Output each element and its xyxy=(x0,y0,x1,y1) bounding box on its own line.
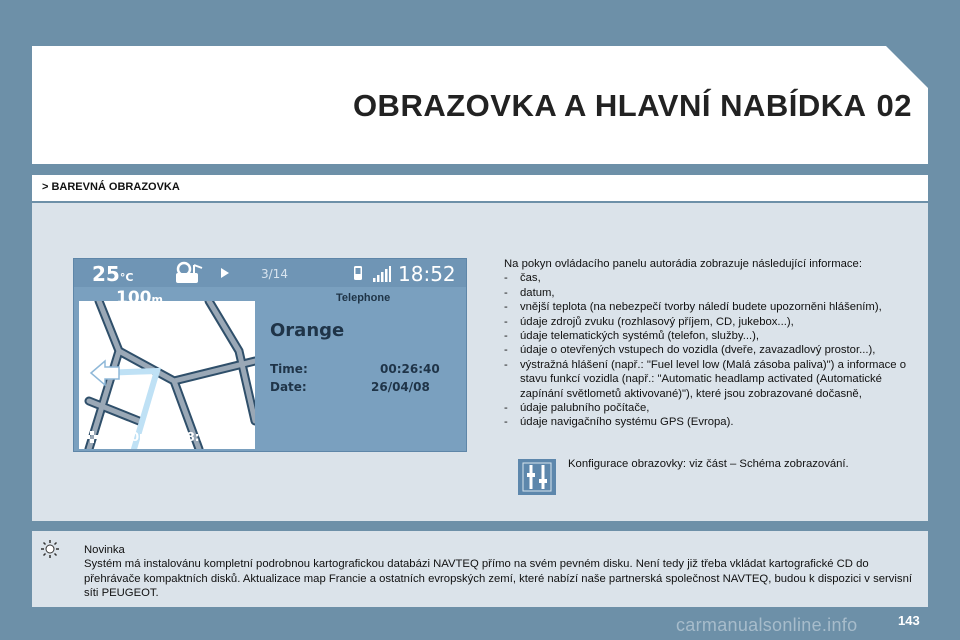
settings-sliders-icon xyxy=(518,459,556,495)
date-label: Date: xyxy=(270,380,307,394)
page-title-text: OBRAZOVKA A HLAVNÍ NABÍDKA xyxy=(352,88,867,123)
novinka-body: Systém má instalovánu kompletní podrobnou kartografickou databázi NAVTEQ přímo na svém pevném disku. Není tedy již třeba vkládat kartografické CD do přehrávače kompaktních disků. Aktualizace map Francie a ostatních evropských zemí, které nabízí naše partnerská společnost NAVTEQ, budou k dispozici v servisní síti PEUGEOT. xyxy=(84,558,912,600)
list-item: - vnější teplota (na nebezpečí tvorby náledí budete upozorněni hlášením), xyxy=(504,300,924,314)
page-title xyxy=(353,88,912,124)
watermark: carmanualsonline.info xyxy=(676,615,858,635)
sun-icon xyxy=(40,539,60,559)
info-list xyxy=(504,257,924,430)
folded-corner xyxy=(886,46,928,88)
play-icon xyxy=(220,268,230,278)
source-label: Telephone xyxy=(336,292,391,304)
section-heading: > BAREVNÁ OBRAZOVKA xyxy=(42,181,180,193)
distance-to-destination: 300m xyxy=(114,430,152,444)
config-note: Konfigurace obrazovky: viz část – Schéma zobrazování. xyxy=(568,458,849,470)
screen-clock: 18:52 xyxy=(398,262,456,286)
music-note-icon xyxy=(174,261,206,285)
info-items xyxy=(504,271,924,429)
info-intro: Na pokyn ovládacího panelu autorádia zobrazuje následující informace: xyxy=(504,258,862,270)
list-item: - údaje zdrojů zvuku (rozhlasový příjem, CD, jukebox...), xyxy=(504,315,924,329)
list-item: - datum, xyxy=(504,286,924,300)
list-item: - údaje palubního počítače, xyxy=(504,401,924,415)
chapter-number: 02 xyxy=(876,88,912,123)
color-display xyxy=(73,258,467,452)
track-number: 3/14 xyxy=(261,267,288,281)
list-item: - údaje navigačního systému GPS (Evropa). xyxy=(504,415,924,429)
distance-to-turn-unit: m xyxy=(151,293,163,306)
list-item: - údaje telematických systémů (telefon, služby...), xyxy=(504,329,924,343)
temperature-unit: °C xyxy=(119,271,134,284)
map-view xyxy=(79,301,255,449)
distance-to-turn xyxy=(116,288,163,308)
outside-temperature xyxy=(92,262,133,286)
call-date: 26/04/08 xyxy=(371,380,430,394)
distance-to-turn-value: 100 xyxy=(116,288,152,308)
temperature-value: 25 xyxy=(92,262,120,286)
time-label: Time: xyxy=(270,362,308,376)
list-item: - výstražná hlášení (např.: "Fuel level low (Malá zásoba paliva)") a informace o stavu funkcí vozidla (např.: "Automatic headlamp activated (Automatické zapínání světlometů aktivované)"), které jsou zobrazované dočasně, xyxy=(504,358,924,401)
list-item: - údaje o otevřených vstupech do vozidla (dveře, zavazadlový prostor...), xyxy=(504,343,924,357)
novinka-text xyxy=(84,543,914,601)
call-duration: 00:26:40 xyxy=(380,362,440,376)
novinka-heading: Novinka xyxy=(84,544,125,556)
operator-name: Orange xyxy=(270,320,345,341)
page-number: 143 xyxy=(898,613,920,628)
signal-strength-icon xyxy=(373,266,391,282)
arrival-time: 18:52 xyxy=(178,430,217,444)
checkered-flag-icon xyxy=(82,431,100,443)
list-item: - čas, xyxy=(504,271,924,285)
phone-icon xyxy=(353,265,363,281)
